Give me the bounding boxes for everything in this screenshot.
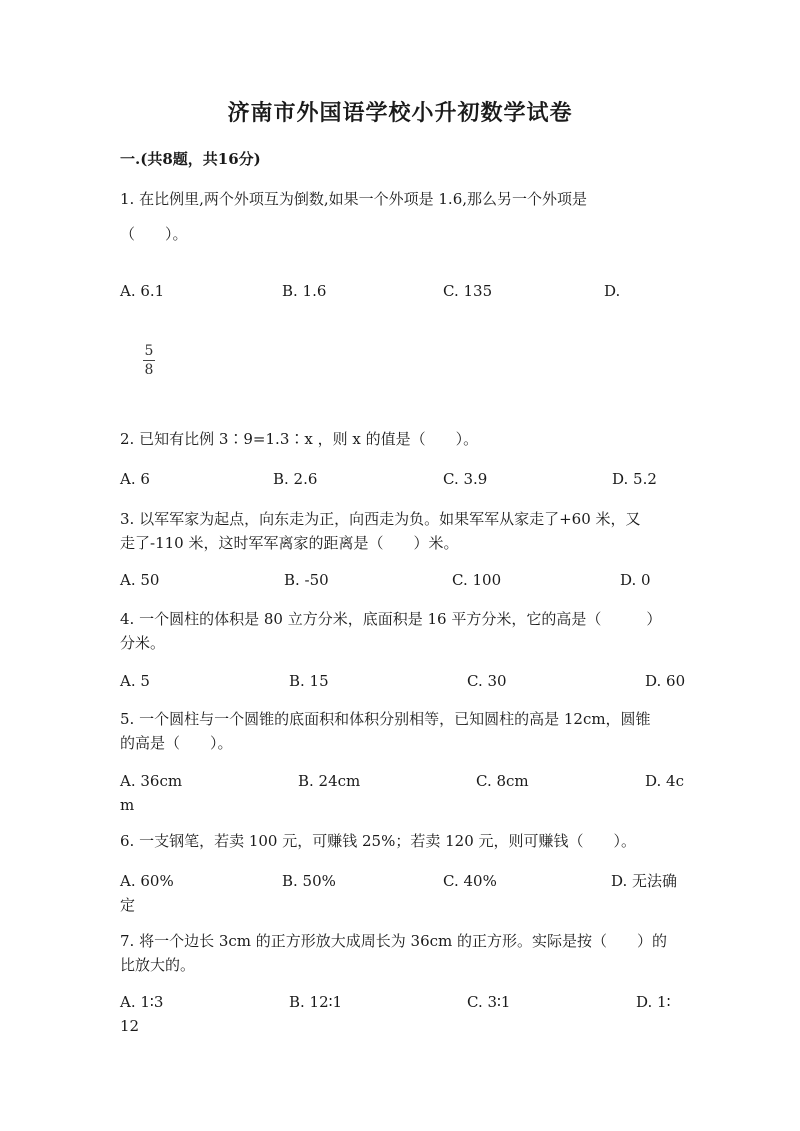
question-5-stem-line-2: 的高是（ ）。 (120, 734, 233, 752)
question-7-option-a: A. 1∶3 (120, 993, 164, 1011)
question-3-option-d: D. 0 (620, 571, 651, 589)
question-5-option-a: A. 36cm (120, 772, 183, 790)
question-7-option-b: B. 12∶1 (289, 993, 343, 1011)
question-5-option-d-wrap: m (120, 796, 135, 814)
question-1-option-c: C. 135 (443, 282, 493, 300)
question-4-stem-line-1: 4. 一个圆柱的体积是 80 立方分米，底面积是 16 平方分米，它的高是（ ） (120, 610, 662, 628)
question-1-stem-line-2: （ ）。 (120, 225, 188, 243)
fraction-denominator: 8 (144, 362, 154, 378)
question-2-option-c: C. 3.9 (443, 470, 488, 488)
question-7-option-d-wrap: 12 (120, 1017, 140, 1035)
question-3-option-b: B. -50 (284, 571, 329, 589)
question-2-option-d: D. 5.2 (612, 470, 657, 488)
question-3-stem-line-1: 3. 以军军家为起点，向东走为正，向西走为负。如果军军从家走了+60 米，又 (120, 510, 641, 528)
question-5-stem-line-1: 5. 一个圆柱与一个圆锥的底面积和体积分别相等，已知圆柱的高是 12cm，圆锥 (120, 710, 651, 728)
question-5-option-b: B. 24cm (298, 772, 361, 790)
exam-title: 济南市外国语学校小升初数学试卷 (227, 100, 573, 126)
question-6-option-c: C. 40% (443, 872, 497, 890)
question-4-option-c: C. 30 (467, 672, 507, 690)
question-3-option-c: C. 100 (452, 571, 502, 589)
question-2-option-a: A. 6 (120, 470, 150, 488)
question-1-option-d-fraction (143, 344, 155, 377)
question-6-option-a: A. 60% (120, 872, 174, 890)
question-2-stem-line-1: 2. 已知有比例 3∶9=1.3∶x ，则 x 的值是（ ）。 (120, 430, 479, 448)
fraction-bar (143, 360, 155, 361)
question-6-option-b: B. 50% (282, 872, 336, 890)
question-4-option-b: B. 15 (289, 672, 329, 690)
question-4-stem-line-2: 分米。 (120, 634, 166, 652)
question-7-option-d: D. 1∶ (636, 993, 671, 1011)
question-3-option-a: A. 50 (120, 571, 160, 589)
question-7-stem-line-2: 比放大的。 (120, 956, 196, 974)
question-4-option-d: D. 60 (645, 672, 686, 690)
question-6-option-d: D. 无法确 (611, 872, 678, 890)
question-1-option-d: D. (604, 282, 621, 300)
question-6-stem-line-1: 6. 一支钢笔，若卖 100 元，可赚钱 25%；若卖 120 元，则可赚钱（ ）。 (120, 832, 637, 850)
question-1-option-b: B. 1.6 (282, 282, 327, 300)
question-6-option-d-wrap: 定 (120, 896, 136, 914)
question-1-option-a: A. 6.1 (120, 282, 165, 300)
question-1-stem-line-1: 1. 在比例里,两个外项互为倒数,如果一个外项是 1.6,那么另一个外项是 (120, 190, 588, 208)
question-5-option-c: C. 8cm (476, 772, 529, 790)
question-2-option-b: B. 2.6 (273, 470, 318, 488)
question-5-option-d: D. 4c (645, 772, 684, 790)
fraction-numerator: 5 (144, 343, 154, 359)
question-7-stem-line-1: 7. 将一个边长 3cm 的正方形放大成周长为 36cm 的正方形。实际是按（ ）的 (120, 932, 668, 950)
question-3-stem-line-2: 走了-110 米，这时军军离家的距离是（ ）米。 (120, 534, 459, 552)
question-7-option-c: C. 3∶1 (467, 993, 511, 1011)
section-heading: 一.(共8题，共16分) (120, 150, 261, 168)
question-4-option-a: A. 5 (120, 672, 150, 690)
